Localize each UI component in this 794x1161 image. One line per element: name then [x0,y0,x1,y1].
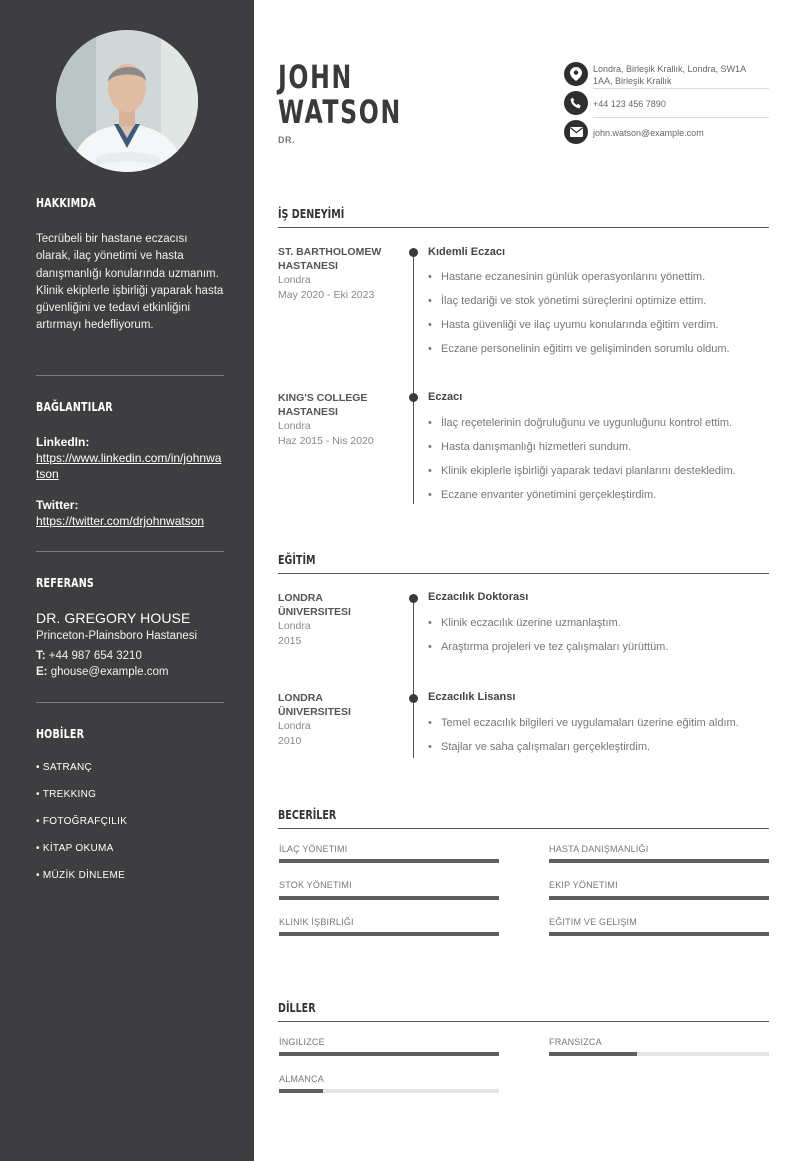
language-label: FRANSIZCA [549,1037,602,1047]
hobbies-section [36,726,224,741]
school-location: Londra [278,620,311,632]
skill-label: İLAÇ YÖNETIMI [279,844,348,854]
skills-title: BECERİLER [278,807,337,822]
about-text: Tecrübeli bir hastane eczacısı olarak, ilaç yönetimi ve hasta danışmanlığı konularında uzmanım. Klinik ekiplerle işbirliği yaparak hasta güvenliğini ve tedavi etkinliğini artırmayı hedefliyorum. [36,233,224,332]
hobby-item: • TREKKING [36,789,97,800]
skill-bar [549,932,769,936]
first-name: JOHN [278,58,353,96]
skill-label: EĞITIM VE GELIŞIM [549,917,637,927]
language-label: ALMANCA [279,1074,324,1084]
timeline-dot [409,594,418,603]
skill-bar [279,932,499,936]
skill-bar-fill [279,859,499,863]
job-bullet: • Eczane envanter yönetimini gerçekleştirdim. [428,489,656,501]
school-location: Londra [278,720,311,732]
reference-email-value: ghouse@example.com [50,666,169,678]
sidebar-divider [36,375,224,376]
org-dates: Haz 2015 - Nis 2020 [278,434,374,447]
person-title: DR. [278,135,295,145]
skill-bar-fill [549,859,769,863]
linkedin-block [36,435,224,482]
hobby-item: • KİTAP OKUMA [36,843,114,854]
education-timeline [413,598,414,758]
contact-block [564,62,769,152]
degree-name: Eczacılık Lisansı [428,691,516,703]
skill-label: EKIP YÖNETIMI [549,880,618,890]
section-divider [278,573,769,574]
timeline-dot [409,694,418,703]
last-name: WATSON [278,93,402,131]
contact-phone: +44 123 456 7890 [593,99,666,109]
job-bullet: • Klinik ekiplerle işbirliği yaparak tedavi planlarını destekledim. [428,465,736,477]
education-org [278,691,398,748]
skill-bar-fill [549,896,769,900]
section-divider [278,227,769,228]
job-bullet: • İlaç tedariği ve stok yönetimi süreçlerini optimize ettim. [428,295,706,307]
hobbies-title: HOBİLER [36,726,85,741]
education-bullet: • Stajlar ve saha çalışmaları gerçekleştirdim. [428,741,650,753]
experience-org [278,245,398,302]
job-role: Kıdemli Eczacı [428,246,506,258]
languages-title: DİLLER [278,1000,316,1015]
org-name: ST. BARTHOLOMEW HASTANESI [278,246,382,272]
job-bullet: • Hasta güvenliği ve ilaç uyumu konularında eğitim verdim. [428,319,719,331]
job-bullet: • Hasta danışmanlığı hizmetleri sundum. [428,441,631,453]
linkedin-label: LinkedIn: [36,435,90,449]
timeline-dot [409,393,418,402]
job-bullet: • Hastane eczanesinin günlük operasyonlarını yönettim. [428,271,705,283]
twitter-link[interactable]: https://twitter.com/drjohnwatson [36,514,205,528]
profile-photo [56,30,198,172]
hobbies-list [36,762,224,892]
hobby-item: • SATRANÇ [36,762,93,773]
language-bar [279,1089,499,1093]
education-bullet: • Temel eczacılık bilgileri ve uygulamaları üzerine eğitim aldım. [428,717,739,729]
education-bullet: • Araştırma projeleri ve tez çalışmaları yürüttüm. [428,641,668,653]
hobby-item: • MÜZİK DİNLEME [36,870,126,881]
links-title: BAĞLANTILAR [36,399,113,414]
twitter-label: Twitter: [36,498,79,512]
school-year: 2015 [278,634,302,647]
skill-bar [279,896,499,900]
skill-label: KLINIK İŞBIRLIĞI [279,917,354,927]
education-title: EĞİTİM [278,552,316,567]
experience-title: İŞ DENEYİMİ [278,206,345,221]
skill-label: HASTA DANIŞMANLIĞI [549,844,649,854]
location-pin-icon [564,62,588,86]
sidebar [0,0,254,1161]
hobby-item: • FOTOĞRAFÇILIK [36,816,128,827]
education-org [278,591,398,648]
contact-divider [593,117,769,118]
org-name: KING'S COLLEGE HASTANESI [278,392,368,418]
reference-section [36,575,224,590]
contact-email: john.watson@example.com [593,128,704,138]
section-divider [278,1021,769,1022]
skill-label: STOK YÖNETIMI [279,880,352,890]
school-year: 2010 [278,734,302,747]
language-bar [549,1052,769,1056]
language-bar-fill [279,1052,499,1056]
org-dates: May 2020 - Eki 2023 [278,288,375,301]
reference-title: REFERANS [36,575,94,590]
language-bar-fill [549,1052,637,1056]
reference-phone-value: +44 987 654 3210 [48,650,142,662]
reference-org: Princeton-Plainsboro Hastanesi [36,630,198,642]
org-location: Londra [278,274,311,286]
links-section [36,399,224,414]
about-section [36,195,224,210]
linkedin-link[interactable]: https://www.linkedin.com/in/johnwatson [36,451,222,481]
reference-block [36,610,224,680]
about-title: HAKKIMDA [36,195,96,210]
reference-email [36,664,224,680]
job-bullet: • Eczane personelinin eğitim ve gelişiminden sorumlu oldum. [428,343,730,355]
language-bar [279,1052,499,1056]
skill-bar-fill [279,932,499,936]
phone-icon [564,91,588,115]
education-bullet: • Klinik eczacılık üzerine uzmanlaştım. [428,617,621,629]
skill-bar-fill [549,932,769,936]
school-name: LONDRA ÜNIVERSITESI [278,592,351,618]
contact-address: Londra, Birleşik Krallık, Londra, SW1A 1AA, Birleşik Krallık [593,64,746,86]
skill-bar-fill [279,896,499,900]
reference-name: DR. GREGORY HOUSE [36,610,191,626]
job-role: Eczacı [428,391,463,403]
job-bullet: • İlaç reçetelerinin doğruluğunu ve uygunluğunu kontrol ettim. [428,417,732,429]
reference-phone-label: T: [36,650,46,662]
doctor-portrait-image [56,30,198,172]
email-icon [564,120,588,144]
experience-timeline [413,252,414,504]
timeline-dot [409,248,418,257]
degree-name: Eczacılık Doktorası [428,591,529,603]
section-divider [278,828,769,829]
experience-org [278,391,398,448]
sidebar-divider [36,702,224,703]
contact-divider [593,88,769,89]
language-label: İNGILIZCE [279,1037,325,1047]
reference-email-label: E: [36,666,48,678]
skill-bar [549,896,769,900]
person-name [278,60,402,130]
sidebar-divider [36,551,224,552]
twitter-block [36,498,224,529]
org-location: Londra [278,420,311,432]
reference-phone [36,648,224,664]
language-bar-fill [279,1089,323,1093]
skill-bar [279,859,499,863]
school-name: LONDRA ÜNIVERSITESI [278,692,351,718]
skill-bar [549,859,769,863]
